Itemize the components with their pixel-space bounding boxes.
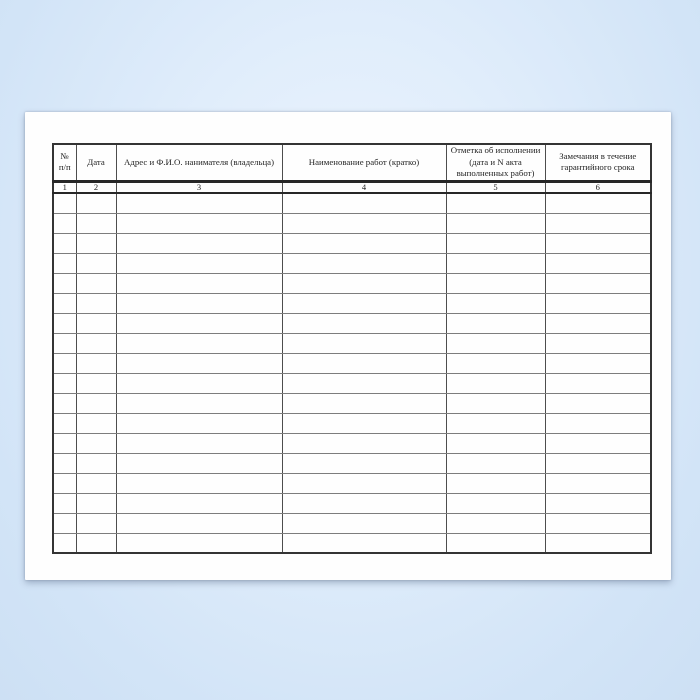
empty-cell [282,293,446,313]
empty-cell [116,313,282,333]
empty-cell [282,513,446,533]
empty-cell [53,513,76,533]
header-cell-work-name: Наименование работ (кратко) [282,144,446,181]
empty-row [53,533,651,553]
empty-cell [53,413,76,433]
empty-cell [446,433,545,453]
empty-cell [76,373,116,393]
empty-cell [446,313,545,333]
empty-row [53,493,651,513]
empty-cell [282,313,446,333]
empty-cell [446,253,545,273]
empty-cell [53,453,76,473]
empty-cell [446,373,545,393]
empty-cell [282,493,446,513]
empty-row [53,453,651,473]
column-number: 1 [53,181,76,193]
column-number: 6 [545,181,651,193]
empty-cell [53,213,76,233]
empty-cell [116,453,282,473]
empty-cell [282,473,446,493]
empty-cell [545,233,651,253]
empty-cell [53,473,76,493]
empty-row [53,293,651,313]
empty-cell [53,493,76,513]
header-cell-address: Адрес и Ф.И.О. нанимателя (владельца) [116,144,282,181]
empty-row [53,193,651,213]
empty-cell [446,213,545,233]
empty-cell [53,353,76,373]
column-number: 3 [116,181,282,193]
paper-sheet [25,112,671,580]
column-numbers-row [53,181,651,193]
empty-row [53,233,651,253]
empty-cell [446,273,545,293]
empty-cell [116,533,282,553]
empty-cell [545,313,651,333]
empty-cell [446,353,545,373]
empty-cell [76,413,116,433]
empty-cell [116,213,282,233]
empty-row [53,213,651,233]
empty-cell [545,453,651,473]
empty-cell [53,273,76,293]
empty-cell [76,513,116,533]
empty-cell [545,373,651,393]
header-cell-completion-mark: Отметка об исполнении (дата и N акта выполненных работ) [446,144,545,181]
empty-row [53,273,651,293]
empty-cell [545,193,651,213]
empty-cell [545,333,651,353]
header-cell-number: № п/п [53,144,76,181]
empty-cell [116,253,282,273]
empty-cell [545,493,651,513]
empty-cell [446,533,545,553]
empty-cell [446,453,545,473]
empty-cell [76,273,116,293]
empty-cell [282,253,446,273]
table-body [53,193,651,553]
empty-cell [76,333,116,353]
empty-cell [282,273,446,293]
empty-cell [116,513,282,533]
empty-cell [282,433,446,453]
empty-cell [282,413,446,433]
empty-cell [116,433,282,453]
empty-cell [282,393,446,413]
empty-cell [76,293,116,313]
empty-cell [53,193,76,213]
journal-form-table [52,143,652,554]
empty-cell [446,493,545,513]
empty-cell [446,513,545,533]
empty-cell [282,193,446,213]
column-number: 5 [446,181,545,193]
empty-cell [116,413,282,433]
empty-cell [116,193,282,213]
empty-row [53,253,651,273]
empty-cell [76,193,116,213]
empty-cell [545,273,651,293]
empty-cell [76,213,116,233]
empty-cell [76,233,116,253]
empty-cell [282,353,446,373]
empty-cell [545,473,651,493]
empty-cell [116,373,282,393]
empty-cell [76,533,116,553]
empty-cell [446,193,545,213]
empty-cell [282,213,446,233]
empty-cell [282,453,446,473]
empty-cell [545,353,651,373]
empty-cell [53,293,76,313]
column-number: 2 [76,181,116,193]
empty-row [53,393,651,413]
empty-cell [53,373,76,393]
empty-cell [53,313,76,333]
empty-cell [116,233,282,253]
empty-cell [76,313,116,333]
empty-cell [545,293,651,313]
column-number: 4 [282,181,446,193]
empty-cell [282,233,446,253]
header-cell-date: Дата [76,144,116,181]
empty-cell [53,433,76,453]
empty-cell [545,213,651,233]
empty-cell [282,533,446,553]
empty-row [53,473,651,493]
empty-row [53,353,651,373]
empty-row [53,413,651,433]
empty-cell [76,353,116,373]
empty-cell [446,413,545,433]
empty-cell [446,333,545,353]
header-row [53,144,651,181]
empty-row [53,433,651,453]
empty-cell [545,533,651,553]
empty-row [53,513,651,533]
header-cell-warranty-remarks: Замечания в течение гарантийного срока [545,144,651,181]
empty-cell [116,293,282,313]
empty-row [53,373,651,393]
empty-cell [76,433,116,453]
empty-cell [116,473,282,493]
empty-cell [545,513,651,533]
empty-cell [76,473,116,493]
empty-cell [53,533,76,553]
empty-cell [53,393,76,413]
empty-cell [446,473,545,493]
empty-cell [53,233,76,253]
empty-cell [545,433,651,453]
empty-cell [545,413,651,433]
empty-cell [116,353,282,373]
empty-cell [76,453,116,473]
empty-cell [53,333,76,353]
empty-cell [116,493,282,513]
empty-cell [116,393,282,413]
empty-cell [282,373,446,393]
empty-row [53,333,651,353]
empty-cell [116,333,282,353]
empty-cell [76,493,116,513]
empty-cell [53,253,76,273]
empty-cell [76,393,116,413]
empty-row [53,313,651,333]
empty-cell [446,393,545,413]
empty-cell [545,253,651,273]
empty-cell [116,273,282,293]
empty-cell [282,333,446,353]
empty-cell [545,393,651,413]
empty-cell [446,293,545,313]
empty-cell [446,233,545,253]
empty-cell [76,253,116,273]
